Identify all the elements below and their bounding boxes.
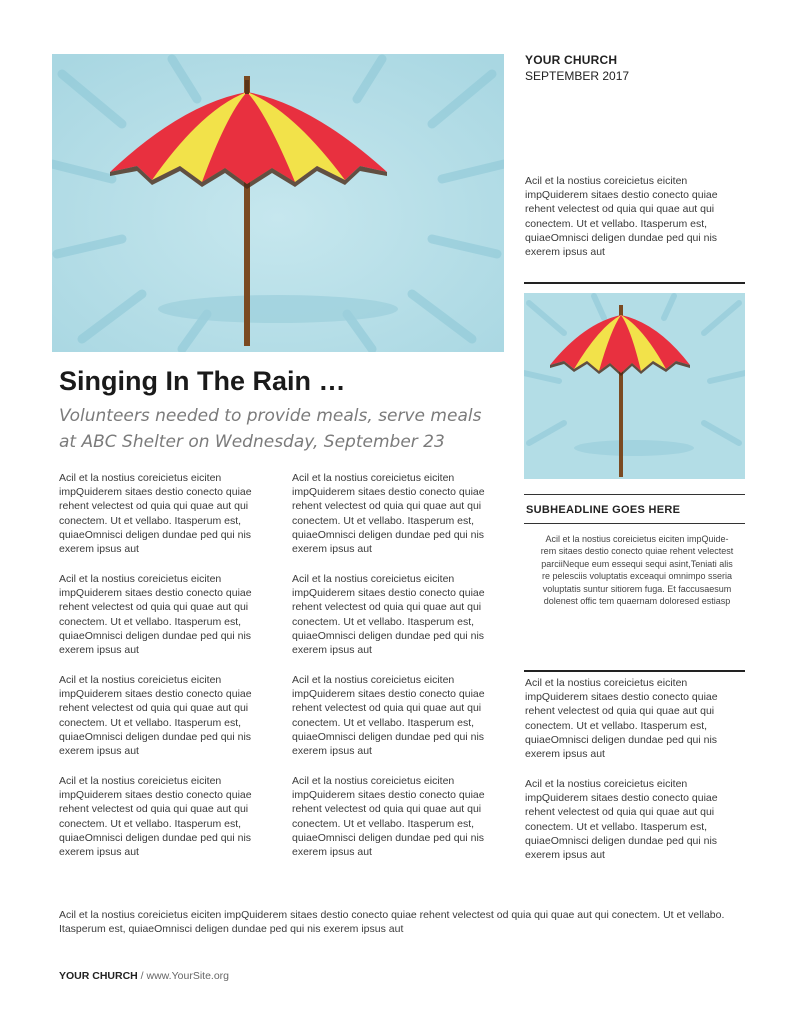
article-paragraph: Acil et la nostius coreicietus eiciten impQuiderem sitaes destio conecto quiae rehent velectest od quia qui quae aut qui conectem. Ut et vellabo. Itasperum est, quiaeOmnisci deligen dundae ped qui nis exerem ipsus aut: [292, 472, 485, 556]
article-paragraph: Acil et la nostius coreicietus eiciten impQuiderem sitaes destio conecto quiae rehent velectest od quia qui quae aut qui conectem. Ut et vellabo. Itasperum est, quiaeOmnisci deligen dundae ped qui nis exerem ipsus aut: [292, 775, 485, 859]
footer: [59, 970, 229, 982]
footer-website-link[interactable]: www.YourSite.org: [146, 970, 230, 982]
divider: [524, 670, 745, 672]
sidebar-umbrella-image: [524, 293, 745, 479]
article-headline: Singing In The Rain …: [59, 366, 346, 396]
article-paragraph: Acil et la nostius coreicietus eiciten impQuiderem sitaes destio conecto quiae rehent velectest od quia qui quae aut qui conectem. Ut et vellabo. Itasperum est, quiaeOmnisci deligen dundae ped qui nis exerem ipsus aut: [59, 775, 252, 859]
umbrella-thumbnail: [524, 293, 745, 479]
divider: [524, 494, 745, 495]
divider: [524, 282, 745, 284]
sidebar-box-text: Acil et la nostius coreicietus eiciten impQuide- rem sitaes destio conecto quiae rehent velectest parciiNeque eum essequi sequi asint,Teniati alis re pelesciis voluptatis exceaqui omnimpo sseria voluptatis suntur sitiorem fuga. Et faccusaesum dolenest offic tem quaernam doloresed estiasp: [540, 534, 734, 607]
sidebar-paragraph: Acil et la nostius coreicietus eiciten impQuiderem sitaes destio conecto quiae rehent velectest od quia qui quae aut qui conectem. Ut et vellabo. Itasperum est, quiaeOmnisci deligen dundae ped qui nis exerem ipsus aut: [525, 778, 718, 862]
article-subheadline: Volunteers needed to provide meals, serve meals at ABC Shelter on Wednesday, September 23: [59, 406, 482, 452]
article-paragraph: Acil et la nostius coreicietus eiciten impQuiderem sitaes destio conecto quiae rehent velectest od quia qui quae aut qui conectem. Ut et vellabo. Itasperum est, quiaeOmnisci deligen dundae ped qui nis exerem ipsus aut: [59, 472, 252, 556]
sidebar-intro-text: Acil et la nostius coreicietus eiciten impQuiderem sitaes destio conecto quiae rehent velectest od quia qui quae aut qui conectem. Ut et vellabo. Itasperum est, quiaeOmnisci deligen dundae ped qui nis exerem ipsus aut: [525, 175, 718, 259]
footer-separator: /: [137, 970, 147, 982]
article-paragraph: Acil et la nostius coreicietus eiciten impQuiderem sitaes destio conecto quiae rehent velectest od quia qui quae aut qui conectem. Ut et vellabo. Itasperum est, quiaeOmnisci deligen dundae ped qui nis exerem ipsus aut: [59, 674, 252, 758]
article-paragraph: Acil et la nostius coreicietus eiciten impQuiderem sitaes destio conecto quiae rehent velectest od quia qui quae aut qui conectem. Ut et vellabo. Itasperum est, quiaeOmnisci deligen dundae ped qui nis exerem ipsus aut: [292, 674, 485, 758]
sidebar-paragraph: Acil et la nostius coreicietus eiciten impQuiderem sitaes destio conecto quiae rehent velectest od quia qui quae aut qui conectem. Ut et vellabo. Itasperum est, quiaeOmnisci deligen dundae ped qui nis exerem ipsus aut: [525, 677, 718, 761]
hero-umbrella-image: [52, 54, 504, 352]
footer-church-name: YOUR CHURCH: [59, 970, 138, 982]
issue-date: SEPTEMBER 2017: [525, 69, 630, 83]
article-paragraph: Acil et la nostius coreicietus eiciten impQuiderem sitaes destio conecto quiae rehent velectest od quia qui quae aut qui conectem. Ut et vellabo. Itasperum est, quiaeOmnisci deligen dundae ped qui nis exerem ipsus aut: [59, 573, 252, 657]
church-name: YOUR CHURCH: [525, 53, 618, 67]
article-paragraph: Acil et la nostius coreicietus eiciten impQuiderem sitaes destio conecto quiae rehent velectest od quia qui quae aut qui conectem. Ut et vellabo. Itasperum est, quiaeOmnisci deligen dundae ped qui nis exerem ipsus aut: [292, 573, 485, 657]
divider: [524, 523, 745, 524]
footer-paragraph: Acil et la nostius coreicietus eiciten impQuiderem sitaes destio conecto quiae rehent velectest od quia qui quae aut qui conectem. Ut et vellabo. Itasperum est, quiaeOmnisci deligen dundae ped qui nis exerem ipsus aut: [59, 909, 725, 936]
sidebar-subheadline: SUBHEADLINE GOES HERE: [526, 504, 681, 516]
umbrella-illustration: [52, 54, 504, 352]
